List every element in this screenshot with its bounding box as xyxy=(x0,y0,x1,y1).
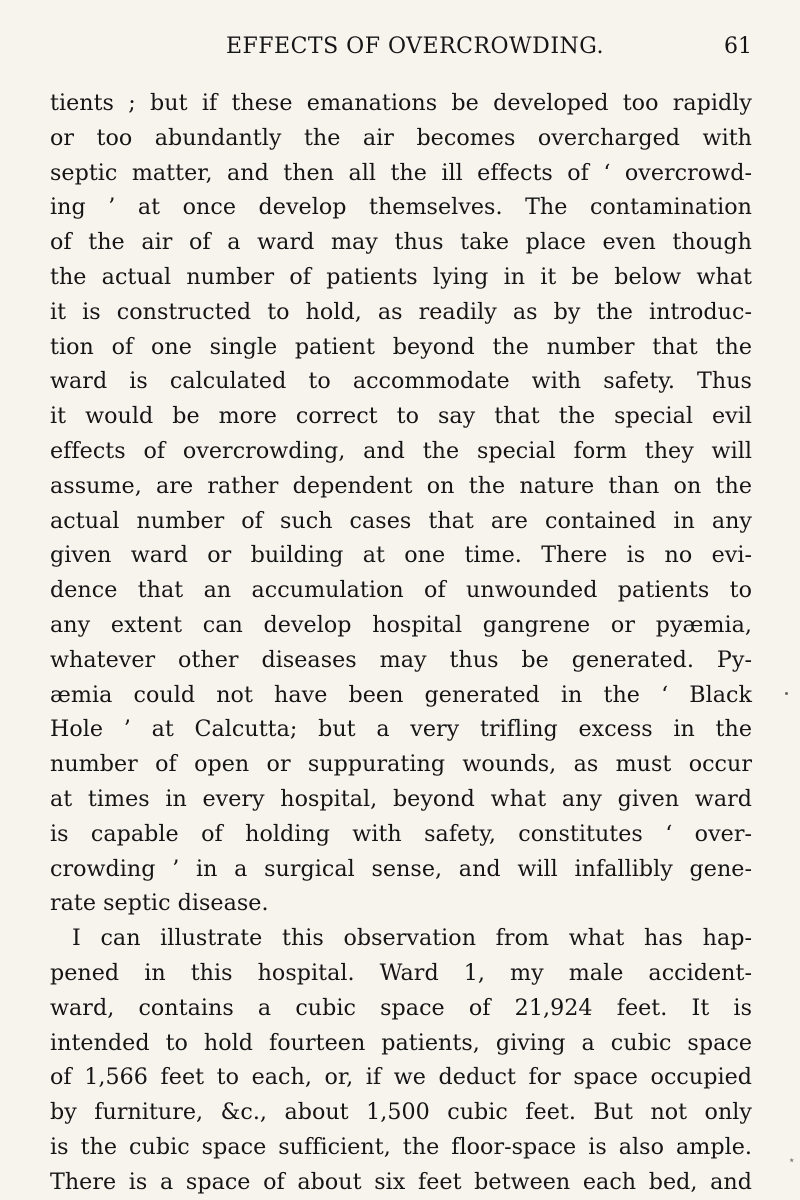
text-line: or too abundantly the air becomes overcharged with xyxy=(50,124,752,151)
text-line: There is a space of about six feet between each bed, and xyxy=(50,1168,752,1195)
margin-tick-mark: ٭ xyxy=(789,1155,795,1166)
text-line: septic matter, and then all the ill effects of ‘ overcrowd- xyxy=(50,159,752,186)
text-line: number of open or suppurating wounds, as must occur xyxy=(50,751,752,778)
text-line: ward is calculated to accommodate with safety. Thus xyxy=(50,368,752,395)
text-line: tion of one single patient beyond the number that the xyxy=(50,333,752,360)
text-line: by furniture, &c., about 1,500 cubic feet. But not only xyxy=(50,1099,752,1126)
text-line: the actual number of patients lying in it be below what xyxy=(50,263,752,290)
text-line-paragraph-end: rate septic disease. xyxy=(50,890,269,917)
text-line: is capable of holding with safety, constitutes ‘ over- xyxy=(50,820,752,847)
page-number: 61 xyxy=(724,34,752,59)
text-line: it is constructed to hold, as readily as by the introduc- xyxy=(50,298,752,325)
running-header xyxy=(50,34,752,74)
running-title: EFFECTS OF OVERCROWDING. xyxy=(225,34,605,59)
text-line: Hole ’ at Calcutta; but a very trifling excess in the xyxy=(50,716,752,743)
text-line: is the cubic space sufficient, the floor-space is also ample. xyxy=(50,1133,752,1160)
text-line: æmia could not have been generated in the ‘ Black xyxy=(50,681,752,708)
body-text xyxy=(50,86,752,1200)
text-line: tients ; but if these emanations be developed too rapidly xyxy=(50,90,752,116)
text-line: crowding ’ in a surgical sense, and will infallibly gene- xyxy=(50,855,752,882)
text-line: it would be more correct to say that the special evil xyxy=(50,403,752,430)
text-line: whatever other diseases may thus be generated. Py- xyxy=(50,646,752,673)
text-line: any extent can develop hospital gangrene or pyæmia, xyxy=(50,611,752,638)
text-line: of the air of a ward may thus take place even though xyxy=(50,229,752,256)
text-line: actual number of such cases that are contained in any xyxy=(50,507,752,534)
text-line: dence that an accumulation of unwounded patients to xyxy=(50,577,752,604)
text-line: assume, are rather dependent on the nature than on the xyxy=(50,472,752,499)
text-line: at times in every hospital, beyond what any given ward xyxy=(50,785,752,812)
text-line: pened in this hospital. Ward 1, my male accident- xyxy=(50,959,752,986)
text-line: of 1,566 feet to each, or, if we deduct for space occupied xyxy=(50,1064,752,1091)
text-line: intended to hold fourteen patients, giving a cubic space xyxy=(50,1029,752,1056)
text-line-paragraph-start: I can illustrate this observation from what has hap- xyxy=(72,925,752,952)
margin-dot-mark xyxy=(785,692,788,695)
text-line: ing ’ at once develop themselves. The contamination xyxy=(50,194,752,221)
text-line: ward, contains a cubic space of 21,924 feet. It is xyxy=(50,994,752,1021)
text-line: effects of overcrowding, and the special form they will xyxy=(50,437,752,464)
text-line: given ward or building at one time. There is no evi- xyxy=(50,542,752,569)
